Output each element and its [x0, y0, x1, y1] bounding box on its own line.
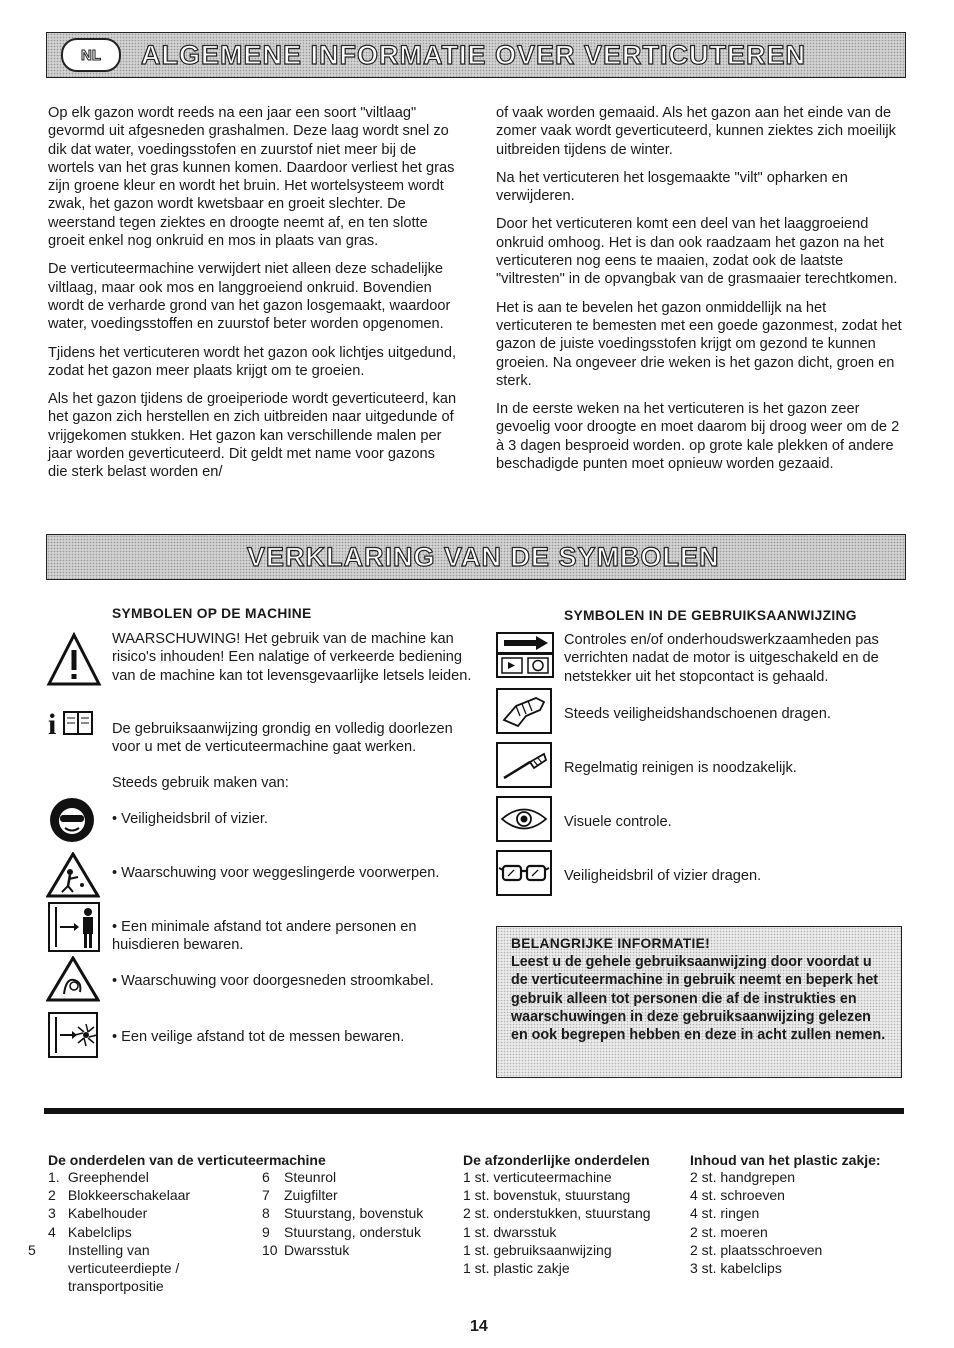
list-item: 3 st. kabelclips	[690, 1260, 782, 1277]
blade-distance-icon	[48, 1012, 98, 1058]
list-item: 4 st. ringen	[690, 1205, 760, 1222]
list-item: 10 Dwarsstuk	[262, 1241, 350, 1258]
list-item: 2 st. plaatsschroeven	[690, 1241, 823, 1258]
manual-symbols-heading: SYMBOLEN IN DE GEBRUIKSAANWIJZING	[564, 608, 857, 623]
important-info-text: Leest u de gehele gebruiksaanwijzing door voordat u de verticuteermachine in gebruik neemt en beperk het gebruik alleen tot personen die af de instrukties en waarschuwingen in deze gebruiksaanwijzing gelezen en ook begrepen hebben en deze in acht zullen nemen.	[511, 954, 886, 1044]
warning-text: WAARSCHUWING! Het gebruik van de machine kan risico's inhouden! Een nalatige of verkeerde bediening van de machine kan tot levensgevaarlijke letsels leiden.	[112, 631, 472, 684]
manual-symbol-item: Veiligheidsbril of vizier dragen.	[564, 868, 762, 884]
manual-symbol-item: Steeds veiligheidshandschoenen dragen.	[564, 706, 831, 722]
page-number: 14	[470, 1318, 488, 1335]
paragraph: Het is aan te bevelen het gazon onmiddellijk na het verticuteren te bemesten met een goede gazonmest, zodat het gazon de juiste voedingsstofen krijgt om gezond te kunnen groeien. Na ongeveer drie weken is het gazon dicht, groen en sterk.	[496, 299, 902, 389]
manual-book-icon	[46, 700, 96, 740]
separate-parts-list	[463, 1168, 683, 1277]
paragraph: Als het gazon tjidens de groeiperiode wordt geverticuteerd, kan het gazon zich herstellen en zich uitbreiden naar uitgedunde of vrijgekomen stukken. Het gazon kan verschillende malen per jaar worden geverticuteerd. Dit geldt met name voor gazons die sterk belast worden en/	[48, 391, 457, 481]
section-banner-symbols	[46, 534, 906, 580]
machine-symbol-item: • Waarschuwing voor weggeslingerde voorwerpen.	[112, 865, 440, 881]
list-item: 3 Kabelhouder	[48, 1205, 148, 1222]
list-item: 6 Steunrol	[262, 1169, 337, 1185]
visual-inspection-eye-icon	[496, 796, 552, 842]
bag-contents-heading: Inhoud van het plastic zakje:	[690, 1152, 881, 1168]
parts-list-col1	[28, 1168, 253, 1295]
list-item: 4 st. schroeven	[690, 1187, 785, 1204]
list-item: 4 Kabelclips	[48, 1223, 132, 1240]
important-info-title: BELANGRIJKE INFORMATIE!	[511, 936, 711, 951]
keep-distance-icon	[48, 902, 100, 952]
paragraph: Na het verticuteren het losgemaakte "vilt" opharken en verwijderen.	[496, 169, 848, 205]
machine-symbol-item: • Veiligheidsbril of vizier.	[112, 811, 268, 827]
section-divider	[44, 1108, 904, 1114]
machine-symbol-item: • Een veilige afstand tot de messen bewaren.	[112, 1029, 405, 1045]
machine-symbol-item: • Een minimale afstand tot andere personen en huisdieren bewaren.	[112, 919, 417, 954]
bag-contents-list	[690, 1168, 905, 1277]
paragraph: of vaak worden gemaaid. Als het gazon aan het einde van de zomer vaak wordt geverticuteerd, kunnen ziektes zich moeilijk uitbreiden tijdens de winter.	[496, 105, 896, 158]
list-item: 2 st. onderstukken, stuurstang	[463, 1205, 651, 1222]
list-item: 1 st. verticuteermachine	[463, 1169, 612, 1185]
list-item: 9 Stuurstang, onderstuk	[262, 1223, 421, 1240]
list-item: 2 st. moeren	[690, 1223, 768, 1240]
list-item: 2 Blokkeerschakelaar	[48, 1187, 191, 1204]
section-title-general-info: ALGEMENE INFORMATIE OVER VERTICUTEREN	[141, 39, 807, 70]
separate-parts-heading: De afzonderlijke onderdelen	[463, 1152, 650, 1168]
always-use-text: Steeds gebruik maken van:	[112, 775, 289, 791]
list-item: 5 Instelling van verticuteerdiepte / transportpositie	[28, 1241, 180, 1295]
svg-text:i: i	[48, 708, 57, 740]
list-item: 1 st. bovenstuk, stuurstang	[463, 1187, 631, 1204]
paragraph: De verticuteermachine verwijdert niet alleen deze schadelijke viltlaag, maar ook mos en langgroeiend onkruid. Bovendien wordt de verharde grond van het gazon losgemaakt, waardoor water, voedingsstoffen en zuurstof beter worden opgenomen.	[48, 261, 451, 333]
machine-symbol-item: • Waarschuwing voor doorgesneden stroomkabel.	[112, 973, 434, 989]
section-title-symbols: VERKLARING VAN DE SYMBOLEN	[247, 541, 720, 572]
paragraph: Door het verticuteren komt een deel van het laaggroeiend onkruid omhoog. Het is dan ook raadzaam het gazon na het verticuteren nog eens te maaien, zodat ook de laatste "viltresten" in de opvangbak van de grasmaaier terechtkomen.	[496, 216, 898, 288]
list-item: 1 st. dwarsstuk	[463, 1223, 557, 1240]
warning-triangle-icon	[46, 632, 102, 688]
intro-right-column	[496, 104, 906, 483]
cleaning-brush-icon	[496, 742, 552, 788]
safety-glasses-icon	[496, 850, 552, 896]
disconnect-plug-icon	[496, 632, 554, 678]
section-banner-general-info	[46, 32, 906, 78]
machine-symbols-heading: SYMBOLEN OP DE MACHINE	[112, 606, 312, 621]
manual-text: De gebruiksaanwijzing grondig en volledig doorlezen voor u met de verticuteermachine gaat werken.	[112, 721, 453, 756]
manual-symbol-item: Controles en/of onderhoudswerkzaamheden pas verrichten nadat de motor is uitgeschakeld en de netstekker uit het stopcontact is gehaald.	[564, 632, 879, 685]
list-item: 1 st. gebruiksaanwijzing	[463, 1241, 612, 1258]
paragraph: Op elk gazon wordt reeds na een jaar een soort "viltlaag" gevormd uit afgesneden grashalmen. Deze laag wordt snel zo dik dat water, voedingsstofen en zuurstof niet meer bij de wortels van het gras kunnen komen. Daardoor verliest het gras zijn groene kleur en wordt het bruin. Het wortelsysteem wordt zwak, het gazon wordt kwetsbaar en groeit slechter. De weerstand tegen ziektes en droogte neemt af, en ten slotte groeit enkel nog onkruid en mos in plaats van gras.	[48, 105, 455, 250]
paragraph: In de eerste weken na het verticuteren is het gazon zeer gevoelig voor droogte en moet daarom bij droog weer om de 2 à 3 dagen besproeid worden. op grote kale plekken of andere beschadigde punten moet opnieuw worden gezaaid.	[496, 401, 900, 473]
paragraph: Tjidens het verticuteren wordt het gazon ook lichtjes uitgedund, zodat het gazon meer plaats krijgt om te groeien.	[48, 344, 457, 379]
list-item: 2 st. handgrepen	[690, 1169, 796, 1185]
list-item: 1 st. plastic zakje	[463, 1260, 570, 1277]
list-item: 7 Zuigfilter	[262, 1187, 338, 1204]
cable-cut-warning-icon	[46, 956, 100, 1002]
list-item: 8 Stuurstang, bovenstuk	[262, 1205, 424, 1222]
intro-left-column	[48, 104, 458, 492]
language-badge: NL	[61, 38, 121, 72]
safety-goggles-icon	[48, 796, 96, 844]
important-info-box	[496, 926, 902, 1078]
manual-symbol-item: Visuele controle.	[564, 814, 672, 830]
thrown-objects-warning-icon	[46, 852, 100, 898]
manual-symbol-item: Regelmatig reinigen is noodzakelijk.	[564, 760, 797, 776]
safety-gloves-icon	[496, 688, 552, 734]
list-item: 1. Greephendel	[48, 1169, 149, 1185]
parts-list-col2	[262, 1168, 452, 1259]
parts-heading: De onderdelen van de verticuteermachine	[48, 1152, 326, 1168]
